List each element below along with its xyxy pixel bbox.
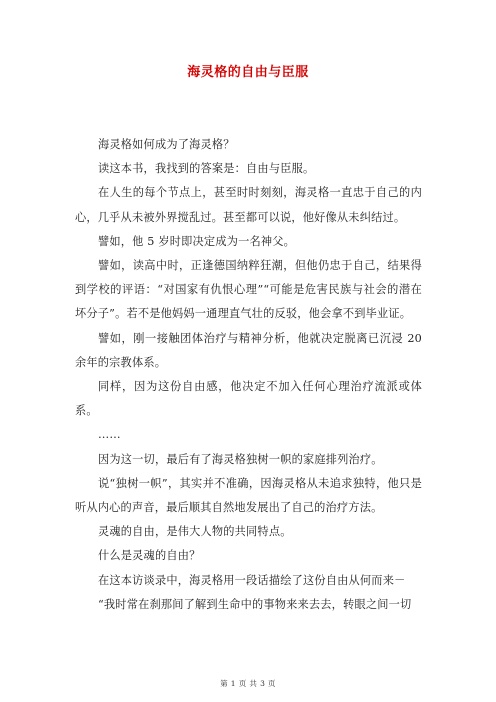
paragraph: 在这本访谈录中，海灵格用一段话描绘了这份自由从何而来－ xyxy=(98,573,406,587)
paragraph: 在人生的每个节点上，甚至时时刻刻，海灵格一直忠于自己的内心，几乎从未被外界搅乱过。甚至都可以说，他好像从未纠结过。 xyxy=(75,186,422,224)
paragraph: 海灵格如何成为了海灵格？ xyxy=(98,138,235,151)
paragraph: 譬如，刚一接触团体治疗与精神分析，他就决定脱离已沉浸 20 余年的宗教体系。 xyxy=(75,331,422,369)
paragraph: 譬如，他 5 岁时即决定成为一名神父。 xyxy=(98,234,296,248)
page-number-footer: 第 1 页 共 3 页 xyxy=(220,679,276,688)
document-body xyxy=(75,133,422,617)
paragraph: 读这本书，我找到的答案是：自由与臣服。 xyxy=(98,162,315,176)
paragraph-ellipsis: …… xyxy=(98,428,121,442)
paragraph: 同样，因为这份自由感，他决定不加入任何心理治疗流派或体系。 xyxy=(75,380,422,418)
paragraph: 因为这一切，最后有了海灵格独树一帜的家庭排列治疗。 xyxy=(98,452,383,466)
paragraph: 说“独树一帜”，其实并不准确，因海灵格从未追求独特，他只是听从内心的声音，最后顺其自然地发展出了自己的治疗方法。 xyxy=(75,476,422,515)
paragraph: “我时常在刹那间了解到生命中的事物来来去去，转眼之间一切 xyxy=(98,597,412,611)
paragraph: 灵魂的自由，是伟大人物的共同特点。 xyxy=(98,525,292,539)
paragraph: 什么是灵魂的自由？ xyxy=(98,549,201,563)
paragraph: 譬如，读高中时，正逢德国纳粹狂潮，但他仍忠于自己，结果得到学校的评语：“对国家有仇恨心理”“可能是危害民族与社会的潜在坏分子”。若不是他妈妈一通理直气壮的反驳，他会拿不到毕业证。 xyxy=(75,259,422,321)
document-title: 海灵格的自由与臣服 xyxy=(187,65,309,80)
